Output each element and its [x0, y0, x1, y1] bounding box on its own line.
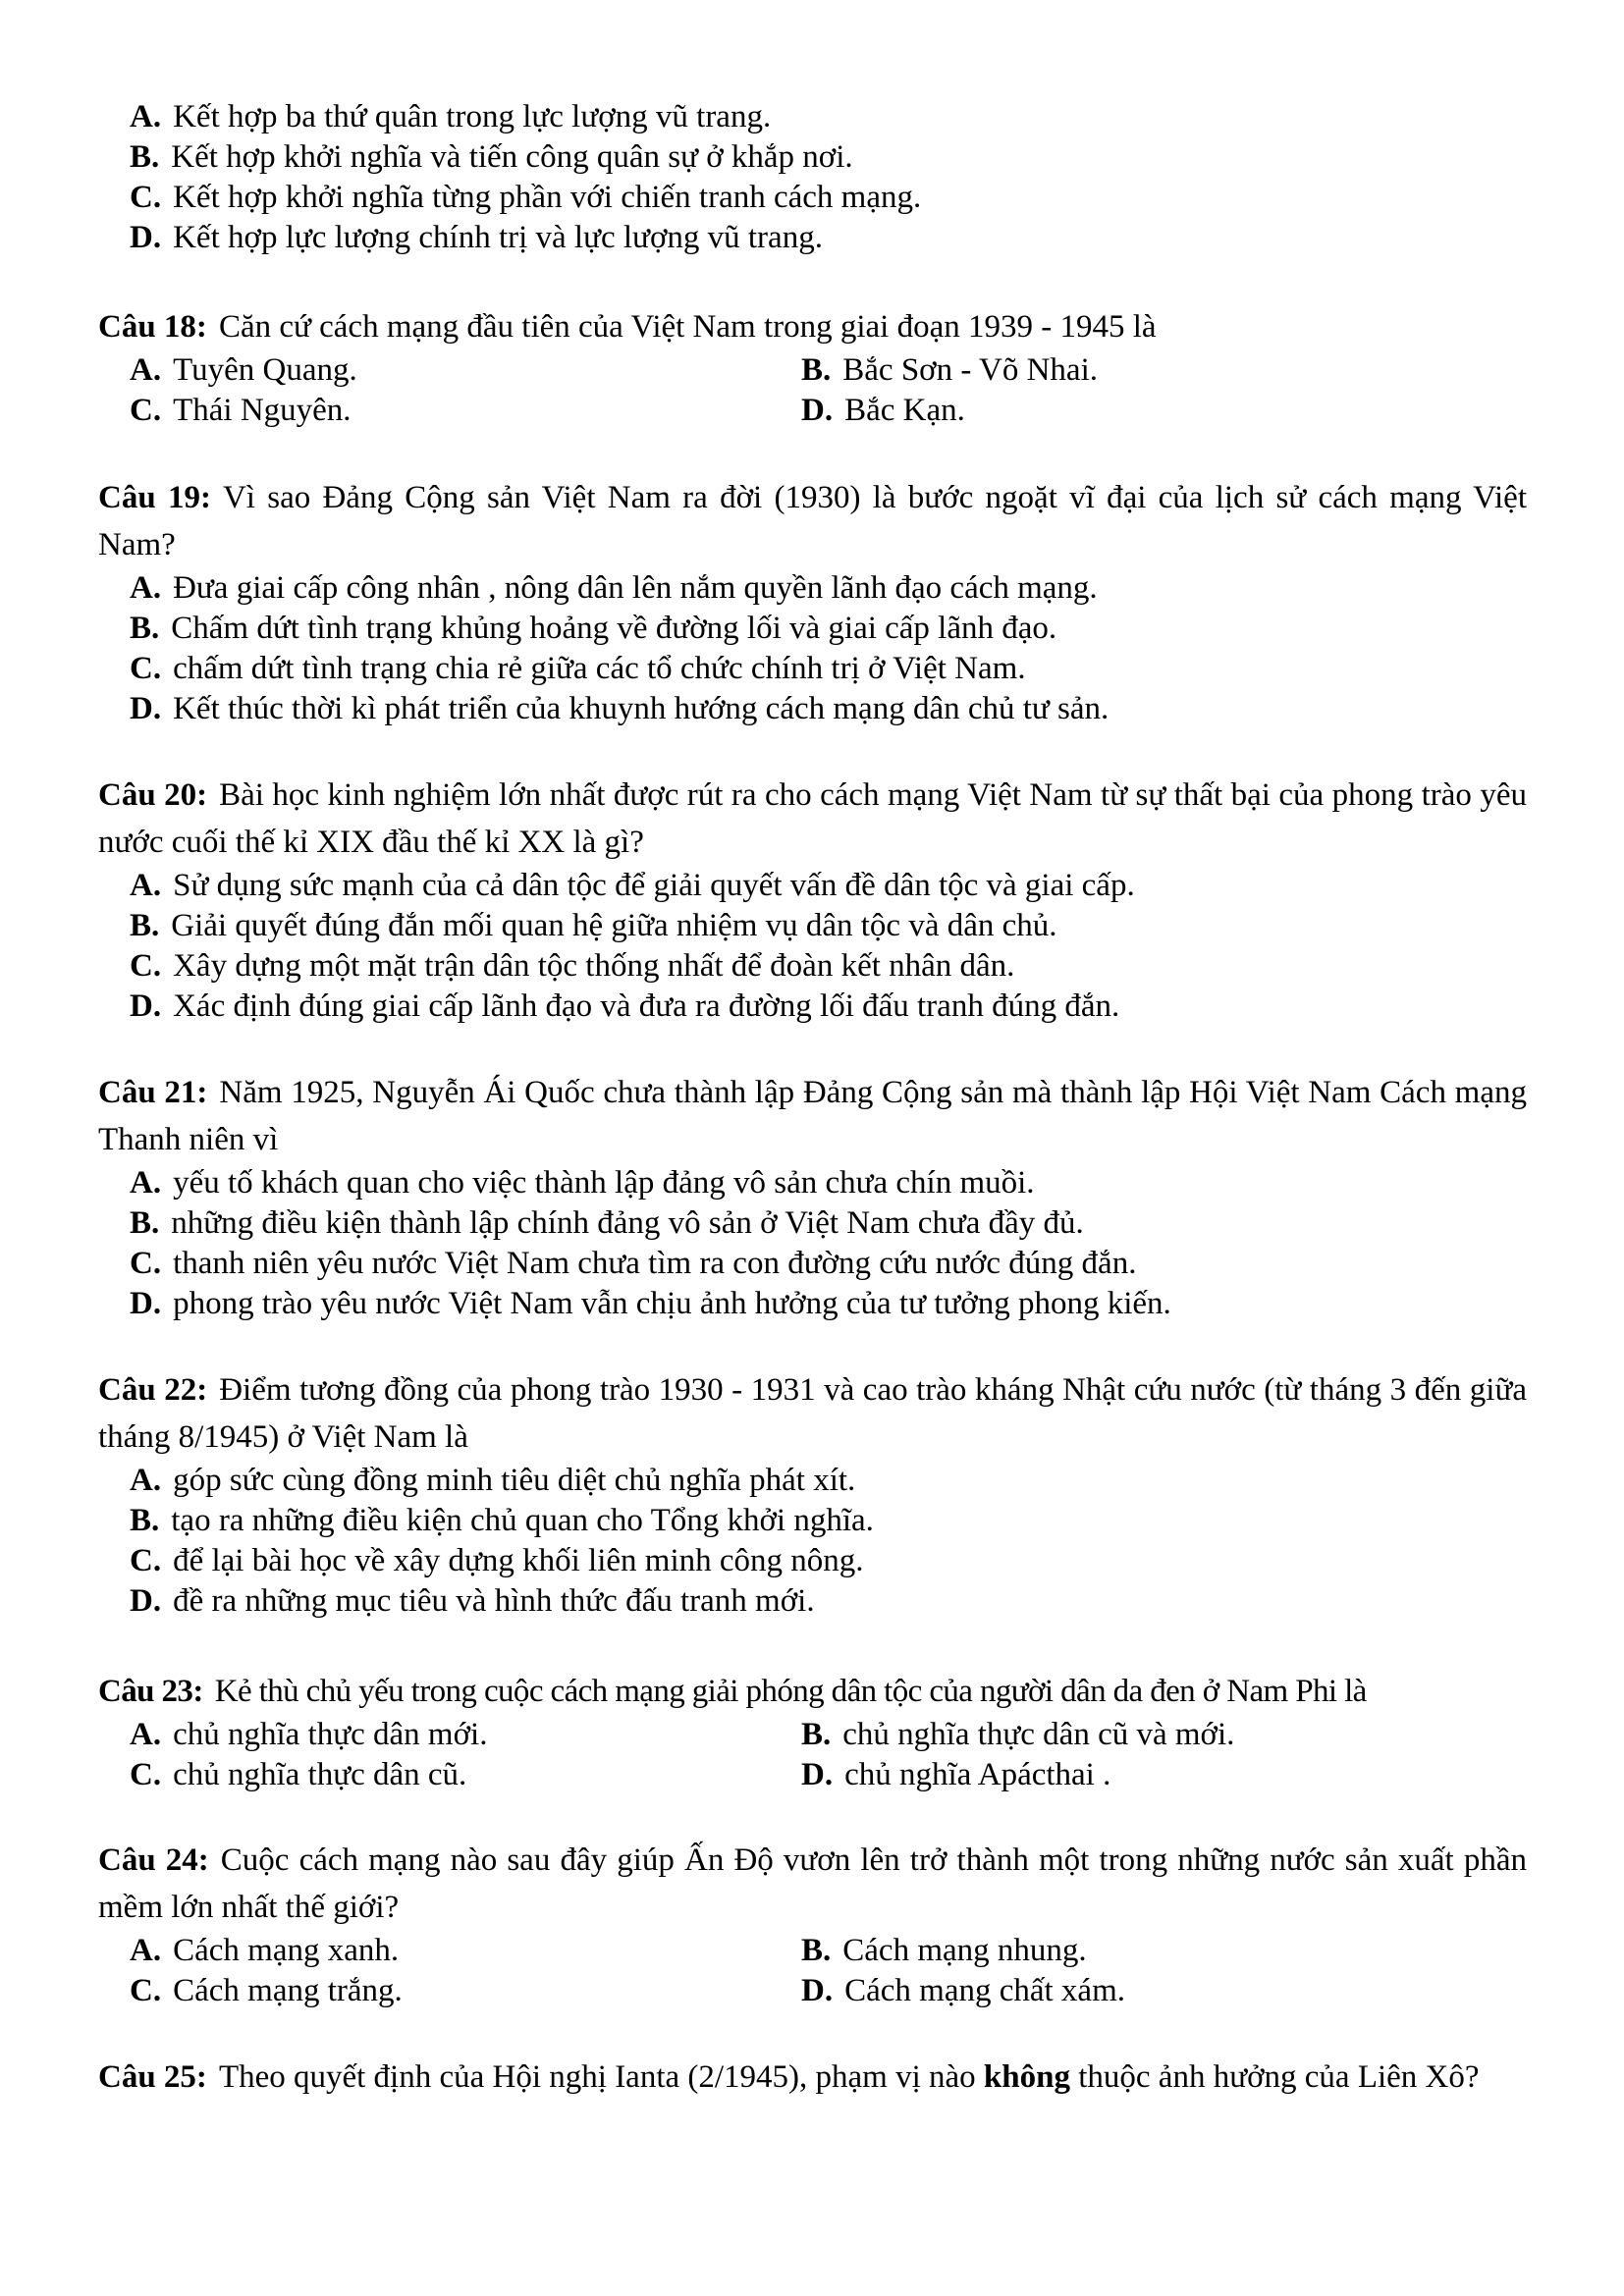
- option-b: B. những điều kiện thành lập chính đảng vô sản ở Việt Nam chưa đầy đủ.: [130, 1205, 1084, 1241]
- question-label: Câu 21:: [98, 1075, 208, 1110]
- option-c: C. Cách mạng trắng.: [130, 1973, 403, 2008]
- option-c: C. chấm dứt tình trạng chia rẻ giữa các tổ chức chính trị ở Việt Nam.: [130, 651, 1026, 686]
- question-label: Câu 25:: [98, 2059, 207, 2095]
- option-b: B. Chấm dứt tình trạng khủng hoảng về đường lối và giai cấp lãnh đạo.: [130, 611, 1057, 646]
- option-c: C. chủ nghĩa thực dân cũ.: [130, 1757, 467, 1792]
- question-20: [98, 772, 1527, 1027]
- options-list: [98, 866, 1527, 1027]
- question-label: Câu 19:: [98, 480, 211, 515]
- option-a: A. Tuyên Quang.: [130, 352, 357, 388]
- options-grid: [98, 350, 1527, 431]
- option-d: D. chủ nghĩa Apácthai .: [801, 1757, 1111, 1792]
- option-b: B. Giải quyết đúng đắn mối quan hệ giữa nhiệm vụ dân tộc và dân chủ.: [130, 908, 1057, 943]
- question-22: [98, 1366, 1527, 1622]
- question-stem: Câu 21: Năm 1925, Nguyễn Ái Quốc chưa thành lập Đảng Cộng sản mà thành lập Hội Việt Nam Cách mạng Thanh niên vì: [98, 1075, 1527, 1157]
- question-stem: Câu 22: Điểm tương đồng của phong trào 1930 - 1931 và cao trào kháng Nhật cứu nước (từ tháng 3 đến giữa tháng 8/1945) ở Việt Nam là: [98, 1372, 1527, 1455]
- question-19: [98, 474, 1527, 729]
- option-a: A. góp sức cùng đồng minh tiêu diệt chủ nghĩa phát xít.: [130, 1463, 856, 1498]
- option-d: D. Bắc Kạn.: [801, 393, 965, 428]
- option-c: C. Thái Nguyên.: [130, 393, 352, 428]
- option-d: D. đề ra những mục tiêu và hình thức đấu tranh mới.: [130, 1583, 815, 1619]
- question-23: [98, 1668, 1527, 1795]
- option-b: B. Bắc Sơn - Võ Nhai.: [801, 352, 1098, 388]
- options-list: [98, 568, 1527, 729]
- question-21: [98, 1069, 1527, 1324]
- option-c: C. để lại bài học về xây dựng khối liên minh công nông.: [130, 1543, 864, 1578]
- option-b: B. chủ nghĩa thực dân cũ và mới.: [801, 1717, 1235, 1752]
- option-c: C. thanh niên yêu nước Việt Nam chưa tìm ra con đường cứu nước đúng đắn.: [130, 1246, 1137, 1281]
- option-a: A. Đưa giai cấp công nhân , nông dân lên nắm quyền lãnh đạo cách mạng.: [130, 570, 1098, 606]
- options-grid: [98, 1715, 1527, 1795]
- emphasis-text: không: [983, 2059, 1070, 2095]
- option-d: D. Xác định đúng giai cấp lãnh đạo và đưa ra đường lối đấu tranh đúng đắn.: [130, 988, 1120, 1024]
- question-label: Câu 18:: [98, 309, 207, 345]
- question-18: [98, 303, 1527, 431]
- question-25: [98, 2054, 1527, 2101]
- option-a: A. chủ nghĩa thực dân mới.: [130, 1717, 488, 1752]
- question-label: Câu 23:: [98, 1674, 203, 1709]
- option-a: A. Cách mạng xanh.: [130, 1933, 400, 1968]
- options-list: [98, 1163, 1527, 1324]
- option-b: B. Cách mạng nhung.: [801, 1933, 1087, 1968]
- question-stem: Câu 25: Theo quyết định của Hội nghị Ianta (2/1945), phạm vị nào không thuộc ảnh hưởng của Liên Xô?: [98, 2059, 1480, 2095]
- question-24: [98, 1837, 1527, 2011]
- options-grid: [98, 1931, 1527, 2011]
- option-d: D. Kết hợp lực lượng chính trị và lực lượng vũ trang.: [130, 220, 823, 255]
- option-c: C. Kết hợp khởi nghĩa từng phần với chiến tranh cách mạng.: [130, 180, 922, 215]
- option-b: B. tạo ra những điều kiện chủ quan cho Tổng khởi nghĩa.: [130, 1503, 874, 1538]
- option-b: B. Kết hợp khởi nghĩa và tiến công quân sự ở khắp nơi.: [130, 139, 853, 175]
- question-stem: Câu 23: Kẻ thù chủ yếu trong cuộc cách mạng giải phóng dân tộc của người dân da đen ở Nam Phi là: [98, 1674, 1367, 1709]
- question-stem: Câu 24: Cuộc cách mạng nào sau đây giúp Ấn Độ vươn lên trở thành một trong những nước sản xuất phần mềm lớn nhất thế giới?: [98, 1842, 1527, 1925]
- question-stem: Câu 18: Căn cứ cách mạng đầu tiên của Việt Nam trong giai đoạn 1939 - 1945 là: [98, 309, 1157, 345]
- question-stem: Câu 19: Vì sao Đảng Cộng sản Việt Nam ra đời (1930) là bước ngoặt vĩ đại của lịch sử cách mạng Việt Nam?: [98, 480, 1527, 562]
- question-label: Câu 20:: [98, 777, 208, 813]
- option-a: A. Sử dụng sức mạnh của cả dân tộc để giải quyết vấn đề dân tộc và giai cấp.: [130, 868, 1135, 903]
- option-a: A. yếu tố khách quan cho việc thành lập đảng vô sản chưa chín muồi.: [130, 1165, 1035, 1201]
- option-c: C. Xây dựng một mặt trận dân tộc thống nhất để đoàn kết nhân dân.: [130, 948, 1015, 984]
- option-d: D. Cách mạng chất xám.: [801, 1973, 1125, 2008]
- option-d: D. Kết thúc thời kì phát triển của khuynh hướng cách mạng dân chủ tư sản.: [130, 691, 1110, 726]
- question-label: Câu 22:: [98, 1372, 208, 1408]
- question-label: Câu 24:: [98, 1842, 209, 1878]
- question-stem: Câu 20: Bài học kinh nghiệm lớn nhất được rút ra cho cách mạng Việt Nam từ sự thất bại của phong trào yêu nước cuối thế kỉ XIX đầu thế kỉ XX là gì?: [98, 777, 1527, 860]
- option-a: A. Kết hợp ba thứ quân trong lực lượng vũ trang.: [130, 99, 772, 134]
- prev-question-options: [130, 97, 1524, 258]
- option-d: D. phong trào yêu nước Việt Nam vẫn chịu ảnh hưởng của tư tưởng phong kiến.: [130, 1286, 1171, 1321]
- options-list: [98, 1461, 1527, 1622]
